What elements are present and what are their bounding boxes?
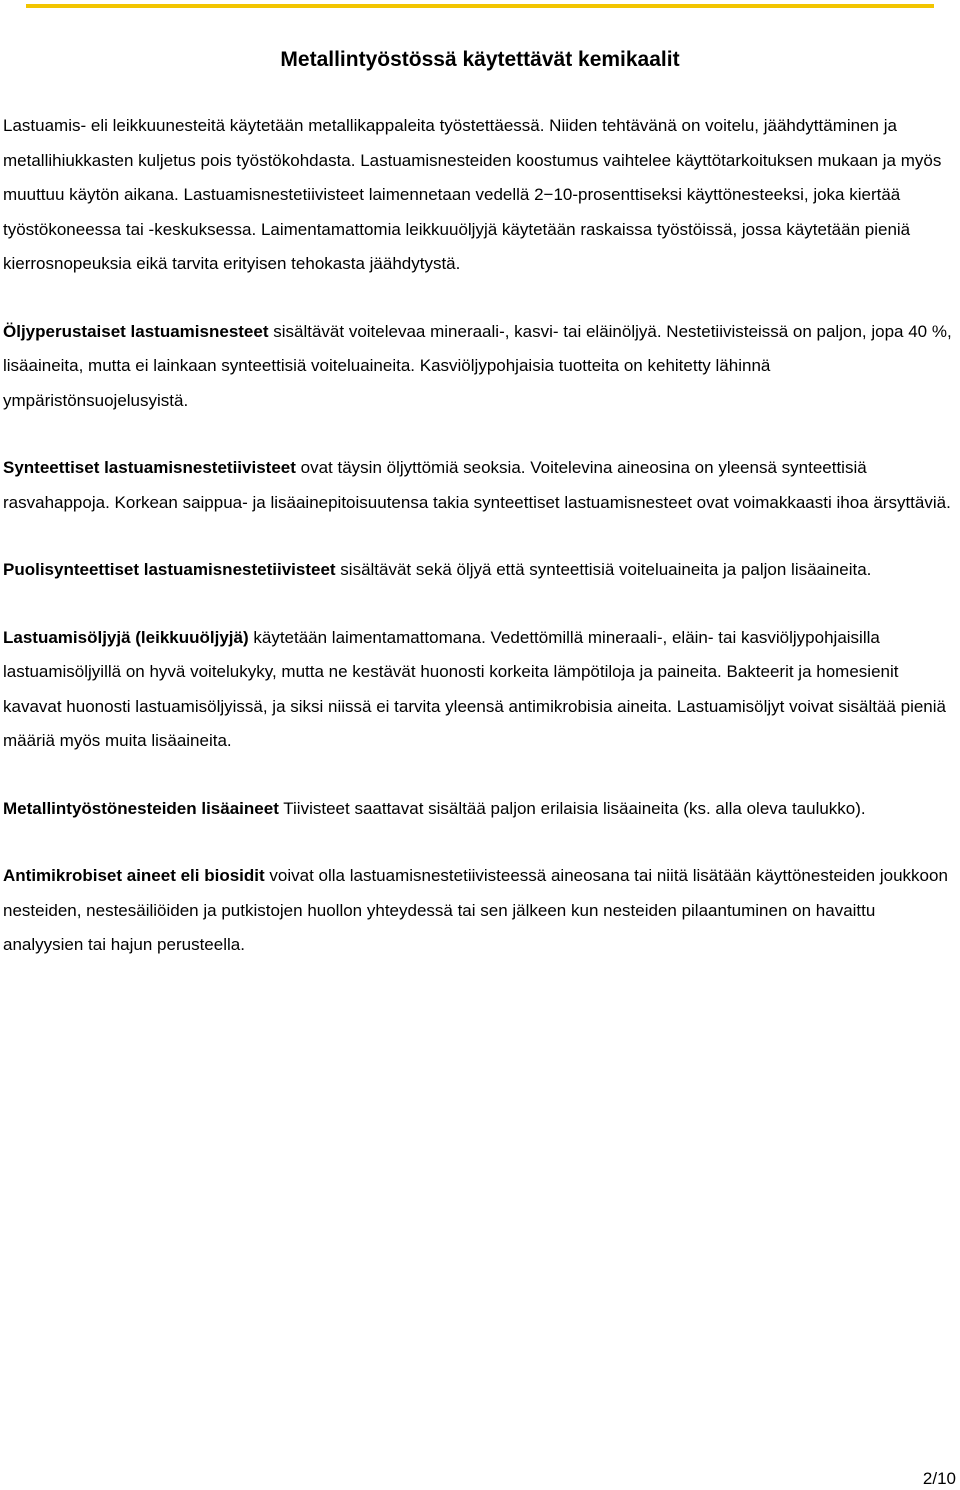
paragraph-additives [3,792,957,827]
paragraph-cutting-oils [3,621,957,759]
paragraph-lead: Öljyperustaiset lastuamisnesteet [3,321,269,341]
paragraph-text: käytetään laimentamattomana. Vedettömillä mineraali-, eläin- tai kasviöljypohjaisilla lastuamisöljyillä on hyvä voitelukyky, mutta ne kestävät huonosti korkeita lämpötiloja ja paineita. Bakteerit ja homesienit kavavat huonosti lastuamisöljyissä, ja siksi niissä ei tarvita yleensä antimikrobisia aineita. Lastuamisöljyt voivat sisältää pieniä määriä myös muita lisäaineita. [3,627,946,750]
paragraph-lead: Lastuamisöljyjä (leikkuuöljyjä) [3,627,249,647]
paragraph-semi-synthetic-concentrates [3,553,957,588]
paragraph-synthetic-concentrates [3,451,957,520]
paragraph-text: sisältävät voitelevaa mineraali-, kasvi- tai eläinöljyä. Nestetiivisteissä on paljon, jopa 40 %, lisäaineita, mutta ei lainkaan synteettisiä voiteluaineita. Kasviöljypohjaisia tuotteita on kehitetty lähinnä ympäristönsuojelusyistä. [3,321,952,410]
paragraph-biocides [3,859,957,963]
paragraph-oil-based-fluids [3,315,957,419]
paragraph-lead: Metallintyöstönesteiden lisäaineet [3,798,279,818]
paragraph-text: voivat olla lastuamisnestetiivisteessä aineosana tai niitä lisätään käyttönesteiden joukkoon nesteiden, nestesäiliöiden ja putkistojen huollon yhteydessä tai sen jälkeen kun nesteiden pilaantuminen on havaittu analyysien tai hajun perusteella. [3,866,948,954]
paragraph-text: Lastuamis- eli leikkuunesteitä käytetään metallikappaleita työstettäessä. Niiden tehtävänä on voitelu, jäähdyttäminen ja metallihiukkasten kuljetus pois työstökohdasta. Lastuamisnesteiden koostumus vaihtelee käyttötarkoituksen mukaan ja myös muuttuu käytön aikana. Lastuamisnestetiivisteet laimennetaan vedellä 2−10-prosenttiseksi käyttönesteeksi, joka kiertää työstökoneessa tai -keskuksessa. Laimentamattomia leikkuuöljyjä käytetään raskaissa työstöissä, jossa käytetään pieniä kierrosnopeuksia eikä tarvita erityisen tehokasta jäähdytystä. [3,116,942,273]
paragraph-intro [3,109,957,282]
paragraph-text: Tiivisteet saattavat sisältää paljon erilaisia lisäaineita (ks. alla oleva taulukko). [278,798,866,818]
page-title: Metallintyöstössä käytettävät kemikaalit [280,48,680,71]
paragraph-text: ovat täysin öljyttömiä seoksia. Voitelevina aineosina on yleensä synteettisiä rasvahappoja. Korkean saippua- ja lisäainepitoisuutensa takia synteettiset lastuamisnesteet ovat voimakkaasti ihoa ärsyttäviä. [3,458,951,512]
paragraph-lead: Antimikrobiset aineet eli biosidit [3,866,265,885]
header-rule [26,4,934,8]
paragraph-lead: Puolisynteettiset lastuamisnestetiivisteet [3,560,336,579]
paragraph-text: sisältävät sekä öljyä että synteettisiä voiteluaineita ja paljon lisäaineita. [335,560,872,579]
page-number: 2/10 [922,1469,956,1488]
document-body [3,109,957,996]
paragraph-lead: Synteettiset lastuamisnestetiivisteet [3,458,296,477]
